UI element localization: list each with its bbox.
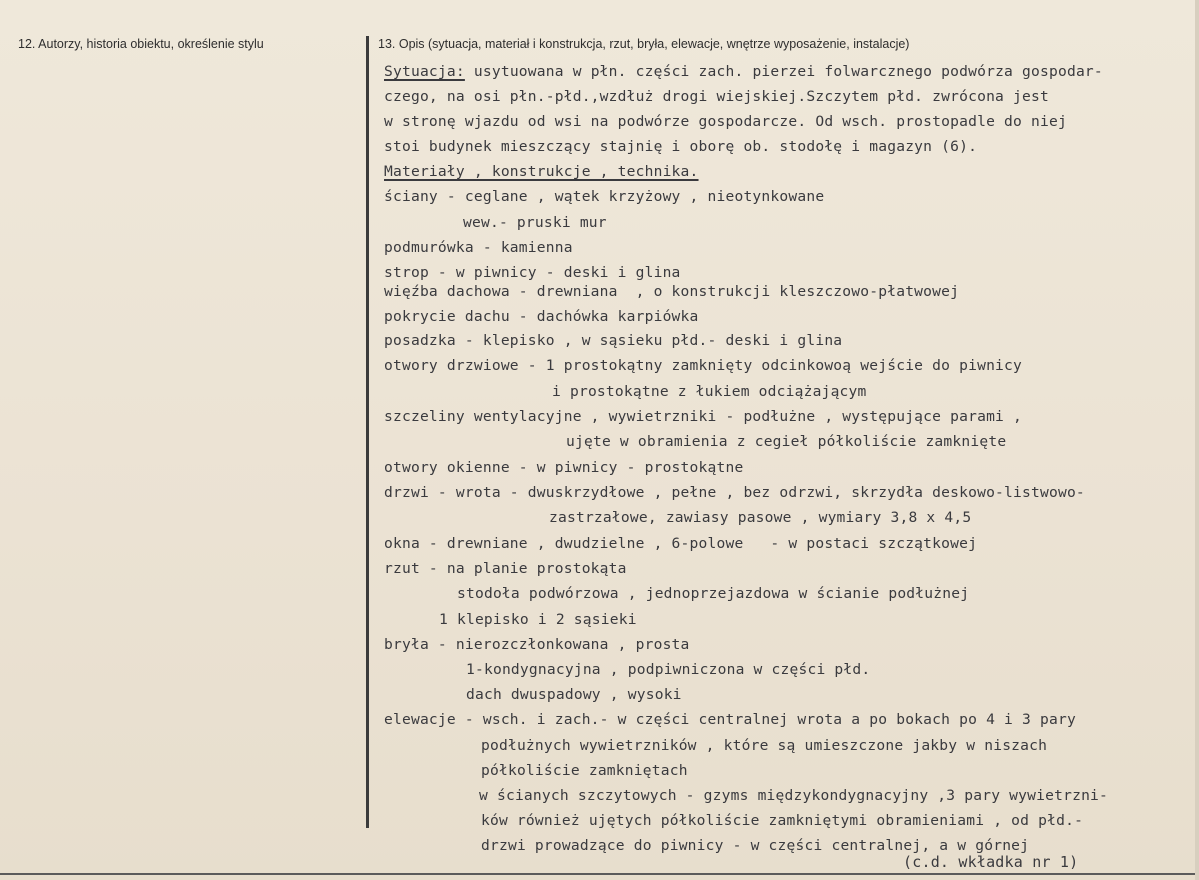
desc-line: ściany - ceglane , wątek krzyżowy , nieotynkowane (384, 188, 825, 205)
desc-line: szczeliny wentylacyjne , wywietrzniki - podłużne , występujące parami , (384, 408, 1023, 425)
desc-line: strop - w piwnicy - deski i glina (384, 264, 681, 281)
situation-line-2: czego, na osi płn.-płd.,wzdłuż drogi wiejskiej.Szczytem płd. zwrócona jest (384, 88, 1049, 105)
desc-line: otwory okienne - w piwnicy - prostokątne (384, 459, 744, 476)
desc-line: pokrycie dachu - dachówka karpiówka (384, 308, 699, 325)
desc-line: stodoła podwórzowa , jednoprzejazdowa w ścianie podłużnej (457, 585, 970, 602)
continuation-note: (c.d. wkładka nr 1) (903, 853, 1079, 871)
situation-line-4: stoi budynek mieszczący stajnię i oborę ob. stodołę i magazyn (6). (384, 138, 978, 155)
desc-line: wew.- pruski mur (463, 214, 607, 231)
desc-line: ujęte w obramienia z cegieł półkoliście zamknięte (566, 433, 1007, 450)
desc-line: drzwi prowadzące do piwnicy - w części centralnej, a w górnej (481, 837, 1030, 854)
situation-line-3: w stronę wjazdu od wsi na podwórze gospodarcze. Od wsch. prostopadle do niej (384, 113, 1067, 130)
desc-line: 1 klepisko i 2 sąsieki (439, 611, 637, 628)
section-12-header: 12. Autorzy, historia obiektu, określenie stylu (18, 37, 264, 51)
desc-line: elewacje - wsch. i zach.- w części centralnej wrota a po bokach po 4 i 3 pary (384, 711, 1076, 728)
desc-line: 1-kondygnacyjna , podpiwniczona w części płd. (466, 661, 871, 678)
desc-line: drzwi - wrota - dwuskrzydłowe , pełne , bez odrzwi, skrzydła deskowo-listwowo- (384, 484, 1085, 501)
situation-heading: Sytuacja: (384, 63, 465, 80)
desc-line: bryła - nierozczłonkowana , prosta (384, 636, 690, 653)
desc-line: rzut - na planie prostokąta (384, 560, 627, 577)
situation-line-1-text: usytuowana w płn. części zach. pierzei folwarcznego podwórza gospodar- (464, 63, 1103, 80)
materials-heading: Materiały , konstrukcje , technika. (384, 163, 699, 180)
desc-line: posadzka - klepisko , w sąsieku płd.- deski i glina (384, 332, 843, 349)
desc-line: otwory drzwiowe - 1 prostokątny zamknięty odcinkowoą wejście do piwnicy (384, 357, 1023, 374)
column-divider (366, 36, 369, 828)
situation-line-1 (384, 63, 1103, 80)
desc-line: podmurówka - kamienna (384, 239, 573, 256)
desc-line: w ścianych szczytowych - gzyms międzykondygnacyjny ,3 pary wywietrzni- (479, 787, 1109, 804)
desc-line: okna - drewniane , dwudzielne , 6-polowe - w postaci szczątkowej (384, 535, 978, 552)
desc-line: półkoliście zamkniętach (481, 762, 688, 779)
desc-line: dach dwuspadowy , wysoki (466, 686, 682, 703)
section-13-header: 13. Opis (sytuacja, materiał i konstrukcja, rzut, bryła, elewacje, wnętrze wyposażenie, instalacje) (378, 37, 910, 51)
desc-line: i prostokątne z łukiem odciążającym (552, 383, 867, 400)
page-edge (1195, 0, 1199, 880)
desc-line: więźba dachowa - drewniana , o konstrukcji kleszczowo-płatwowej (384, 283, 960, 300)
desc-line: zastrzałowe, zawiasy pasowe , wymiary 3,8 x 4,5 (549, 509, 972, 526)
desc-line: ków również ujętych półkoliście zamkniętymi obramieniami , od płd.- (481, 812, 1084, 829)
bottom-rule (0, 873, 1199, 875)
desc-line: podłużnych wywietrzników , które są umieszczone jakby w niszach (481, 737, 1048, 754)
